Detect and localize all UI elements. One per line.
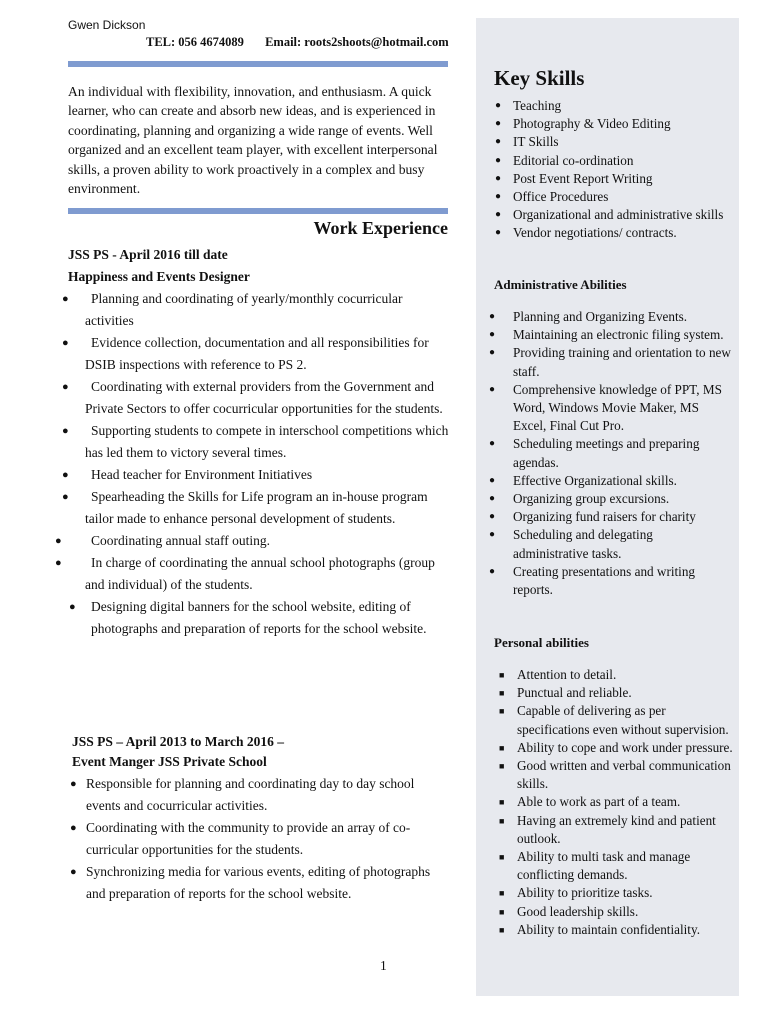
- administrative-abilities-heading: Administrative Abilities: [494, 277, 627, 292]
- list-item: ● Evidence collection, documentation and all responsibilities for DSIB inspections with reference to PS 2.: [62, 335, 429, 372]
- list-item: ● Organizational and administrative skills: [495, 207, 724, 223]
- list-item: ● Responsible for planning and coordinating day to day school events and cocurricular activities.: [70, 776, 415, 813]
- list-item: ● Creating presentations and writing reports.: [489, 563, 696, 598]
- list-item: ■ Ability to cope and work under pressure.: [499, 739, 733, 755]
- key-skills-list: [495, 97, 731, 243]
- job1-period: JSS PS - April 2016 till date: [68, 247, 228, 262]
- list-item: ● Designing digital banners for the school website, editing of photographs and preparation of reports for the school website.: [69, 599, 427, 636]
- list-item: ● Organizing group excursions.: [489, 491, 670, 507]
- list-item: ● Spearheading the Skills for Life program an in-house program tailor made to enhance personal development of students.: [62, 489, 428, 526]
- middle-divider: [68, 208, 448, 214]
- list-item: ● Head teacher for Environment Initiatives: [62, 467, 313, 482]
- personal-abilities-heading: Personal abilities: [494, 635, 589, 650]
- list-item: ● Office Procedures: [495, 189, 609, 205]
- list-item: ■ Ability to maintain confidentiality.: [499, 921, 701, 937]
- list-item: ● Editorial co-ordination: [495, 152, 634, 168]
- list-item: ● Scheduling and delegating administrative tasks.: [489, 527, 653, 561]
- email-address: Email: roots2shoots@hotmail.com: [265, 35, 449, 49]
- list-item: ● Vendor negotiations/ contracts.: [495, 225, 677, 241]
- job2-role: Event Manger JSS Private School: [72, 754, 267, 769]
- list-item: ● Supporting students to compete in interschool competitions which has led them to victory several times.: [62, 423, 449, 460]
- list-item: ● Post Event Report Writing: [495, 170, 653, 186]
- phone-number: TEL: 056 4674089: [146, 35, 244, 49]
- list-item: ■ Attention to detail.: [499, 667, 617, 682]
- administrative-abilities-list: [489, 308, 731, 599]
- list-item: ● Synchronizing media for various events, editing of photographs and preparation of reports for the school website.: [70, 864, 431, 901]
- list-item: ■ Ability to prioritize tasks.: [499, 885, 653, 901]
- list-item: ● Coordinating annual staff outing.: [55, 533, 270, 548]
- job1-duties-list: [55, 288, 453, 640]
- list-item: ● In charge of coordinating the annual school photographs (group and individual) of the students.: [55, 555, 435, 592]
- work-experience-heading: Work Experience: [313, 218, 448, 238]
- list-item: ● Providing training and orientation to new staff.: [489, 345, 731, 379]
- list-item: ● Teaching: [495, 98, 562, 113]
- job2-period: JSS PS – April 2013 to March 2016 –: [72, 734, 285, 749]
- list-item: ■ Good written and verbal communication skills.: [499, 758, 731, 792]
- list-item: ● Maintaining an electronic filing system.: [489, 327, 724, 343]
- list-item: ■ Punctual and reliable.: [499, 685, 632, 701]
- top-divider: [68, 61, 448, 67]
- list-item: ■ Good leadership skills.: [499, 903, 639, 919]
- page-number: 1: [380, 958, 387, 973]
- list-item: ■ Able to work as part of a team.: [499, 794, 681, 810]
- job1-role: Happiness and Events Designer: [68, 269, 250, 284]
- summary-paragraph: An individual with flexibility, innovation, and enthusiasm. A quick learner, who can create and absorb new ideas, and is experienced in coordinating, planning and organizing a wide range of events. Well organized and an excellent team player, with excellent interpersonal skills, a proven ability to work proactively in a complex and busy environment.: [68, 84, 438, 197]
- key-skills-heading: Key Skills: [494, 66, 585, 90]
- list-item: ● Scheduling meetings and preparing agendas.: [489, 436, 700, 470]
- applicant-name: Gwen Dickson: [68, 18, 146, 32]
- contact-line: [146, 35, 449, 50]
- list-item: ● Planning and Organizing Events.: [489, 309, 688, 324]
- list-item: ● Comprehensive knowledge of PPT, MS Word, Windows Movie Maker, MS Excel, Final Cut Pro.: [489, 381, 722, 434]
- job2-duties-list: [70, 773, 448, 905]
- list-item: ■ Ability to multi task and manage conflicting demands.: [499, 849, 691, 883]
- list-item: ● Organizing fund raisers for charity: [489, 509, 696, 525]
- list-item: ● IT Skills: [495, 134, 559, 150]
- list-item: ■ Capable of delivering as per specifications even without supervision.: [499, 703, 729, 737]
- list-item: ● Coordinating with external providers from the Government and Private Sectors to offer cocurricular opportunities for the students.: [62, 379, 443, 416]
- list-item: ● Coordinating with the community to provide an array of co-curricular opportunities for the students.: [70, 820, 411, 857]
- personal-abilities-list: [499, 666, 733, 939]
- list-item: ■ Having an extremely kind and patient outlook.: [499, 812, 716, 846]
- list-item: ● Effective Organizational skills.: [489, 472, 677, 488]
- list-item: ● Photography & Video Editing: [495, 116, 671, 132]
- list-item: ● Planning and coordinating of yearly/monthly cocurricular activities: [62, 291, 403, 328]
